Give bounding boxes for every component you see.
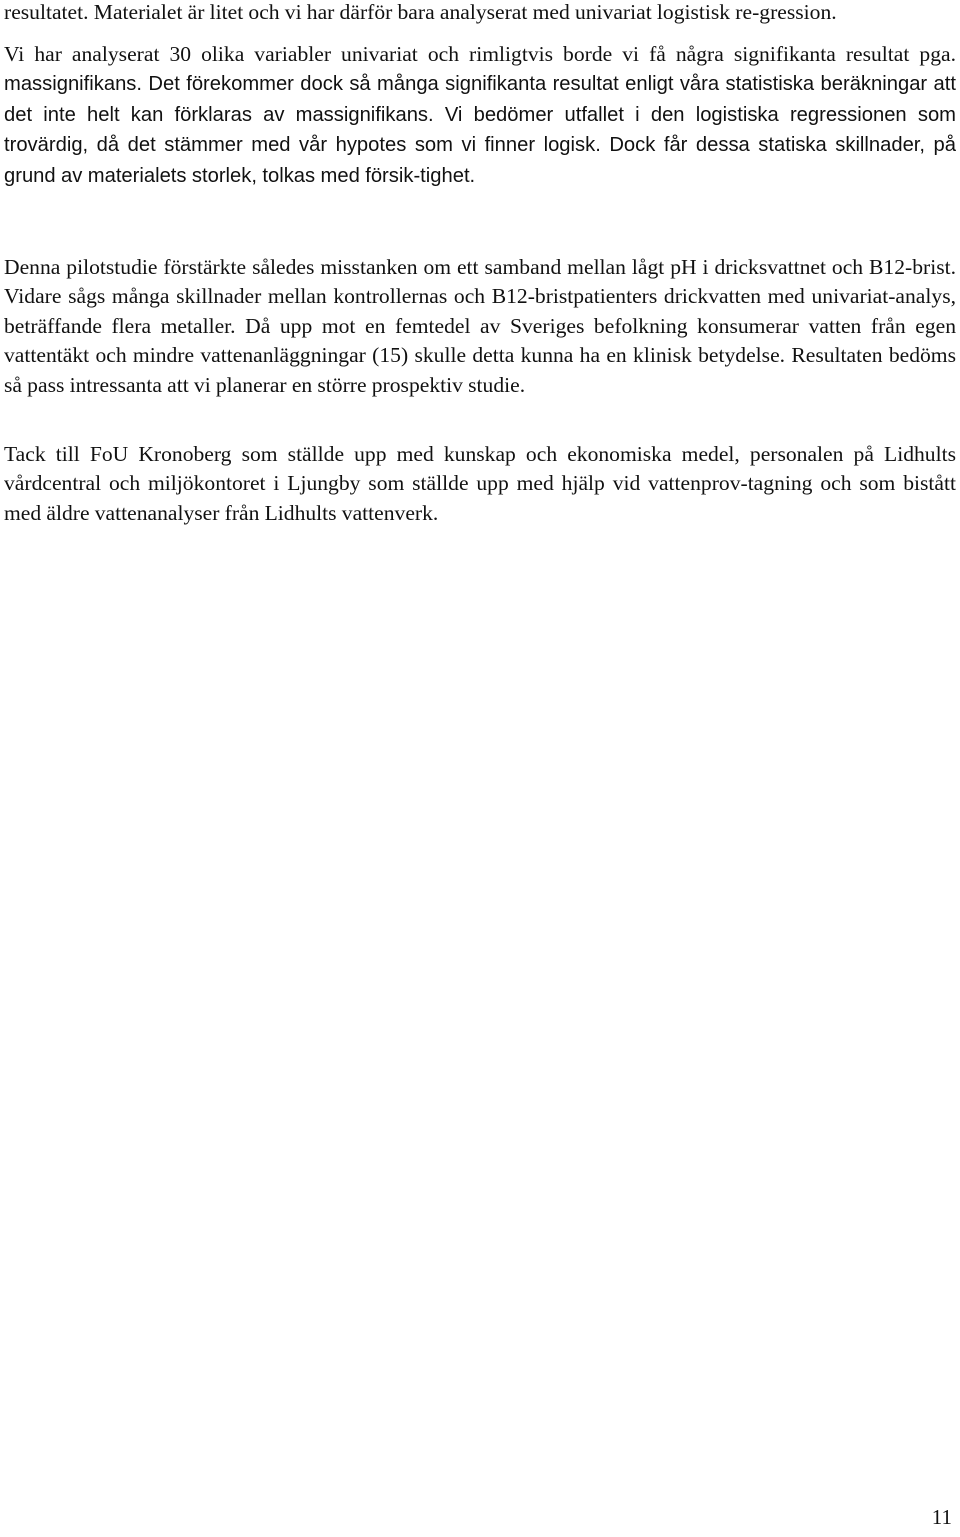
paragraph-text: resultatet. Materialet är litet och vi har därför bara analyserat med univariat logistisk re-gression.: [4, 0, 837, 24]
paragraph-pilot-study: [4, 253, 956, 400]
paragraph-acknowledgements: [4, 440, 956, 528]
paragraph-variables-analysis: [4, 40, 956, 191]
page-number: 11: [931, 1505, 952, 1529]
paragraph-text-serif: Vi har analyserat 30 olika variabler univariat och rimligtvis borde vi få några signifikanta resultat pga.: [4, 42, 956, 66]
paragraph-text-sans: massignifikans. Det förekommer dock så många signifikanta resultat enligt våra statistiska beräkningar att det inte helt kan förklaras av massignifikans. Vi bedömer utfallet i den logistiska regressionen som trovärdig, då det stämmer med vår hypotes som vi finner logisk. Dock får dessa statiska skillnader, på grund av materialets storlek, tolkas med försik-tighet.: [4, 73, 956, 187]
paragraph-text: Denna pilotstudie förstärkte således misstanken om ett samband mellan lågt pH i dricksvattnet och B12-brist. Vidare sågs många skillnader mellan kontrollernas och B12-bristpatienters drickvatten med univariat-analys, beträffande flera metaller. Då upp mot en femtedel av Sveriges befolkning konsumerar vatten från egen vattentäkt och mindre vattenanläggningar (15) skulle detta kunna ha en klinisk betydelse. Resultaten bedöms så pass intressanta att vi planerar en större prospektiv studie.: [4, 255, 956, 397]
paragraph-results-continued: [4, 0, 956, 27]
paragraph-text: Tack till FoU Kronoberg som ställde upp med kunskap och ekonomiska medel, personalen på Lidhults vårdcentral och miljökontoret i Ljungby som ställde upp med hjälp vid vattenprov-tagning och som bistått med äldre vattenanalyser från Lidhults vattenverk.: [4, 442, 956, 525]
document-page: [4, 0, 956, 1537]
